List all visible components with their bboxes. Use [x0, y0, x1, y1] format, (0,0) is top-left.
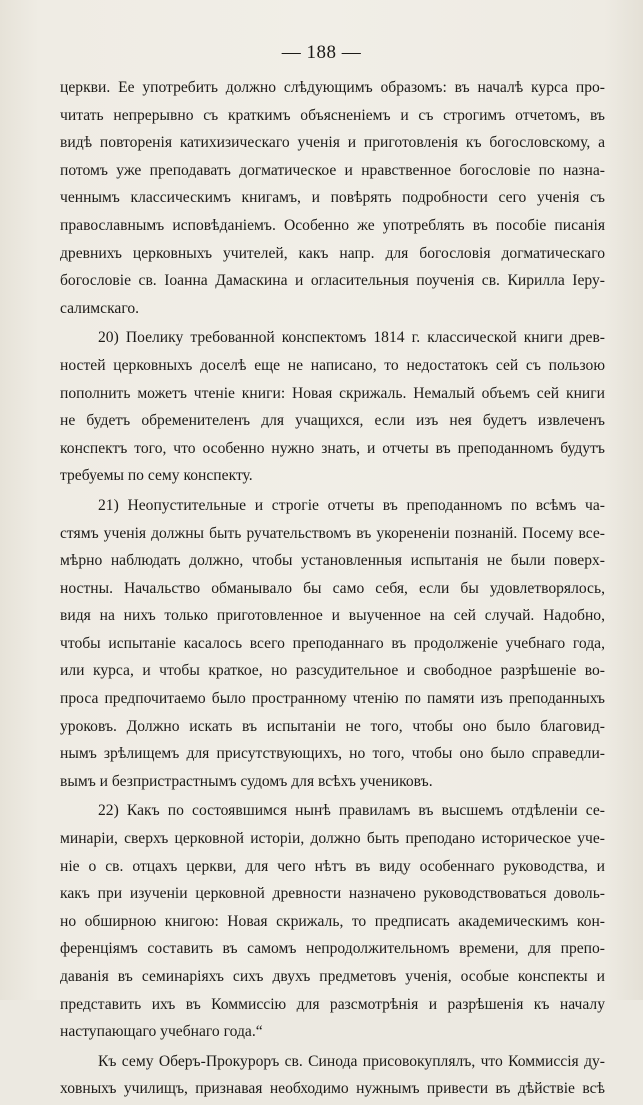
text-line: даванія въ семинаріяхъ сихъ двухъ предметовъ ученія, особые конспекты и — [60, 968, 605, 985]
text-line: какъ при изученіи церковной древности назначено руководствоваться доволь- — [60, 885, 605, 903]
text-line: древнихъ церковныхъ учителей, какъ напр. для богословія догматическаго — [60, 244, 605, 262]
text-line: минаріи, сверхъ церковной исторіи, должно быть преподано историческое уче- — [60, 830, 605, 848]
text-line: видя на нихъ только приготовленное и выученное на сей случай. Надобно, — [60, 607, 605, 625]
text-line: ченнымъ классическимъ книгамъ, и повѣрять подробности сего ученія съ — [60, 189, 605, 207]
text-line: 21) Неопустительные и строгіе отчеты въ преподанномъ по всѣмъ ча- — [98, 496, 605, 514]
text-line: ніе о св. отцахъ церкви, для чего нѣтъ въ виду особеннаго руководства, и — [60, 857, 605, 875]
text-line: требуемы по сему конспекту. — [60, 467, 253, 485]
text-line: церкви. Ее употребить должно слѣдующимъ образомъ: въ началѣ курса про- — [60, 79, 605, 96]
text-line: салимскаго. — [60, 299, 140, 317]
text-line: читать непрерывно съ краткимъ объясненіемъ и съ строгимъ отчетомъ, въ — [60, 106, 605, 124]
paragraph-5 — [60, 1048, 605, 1103]
text-line: но обширною книгою: Новая скрижаль, то предписать академическимъ кон- — [60, 912, 605, 930]
text-line: стямъ ученія должны быть ручательствомъ въ укорененіи познаній. Посему все- — [60, 524, 605, 542]
text-line: уроковъ. Должно искать въ испытаніи не того, чтобы оно было благовид- — [60, 717, 605, 735]
text-line: наступающаго учебнаго года.“ — [60, 1023, 263, 1041]
text-line: проса предпочитаемо было пространному чтенію по памяти изъ преподанныхъ — [60, 690, 605, 708]
text-line: конспектъ того, что особенно нужно знать, и отчеты въ преподанномъ будутъ — [60, 439, 605, 457]
text-line: мѣрно наблюдать должно, чтобы установленныя испытанія не были поверх- — [60, 552, 605, 570]
paragraph-3 — [60, 492, 605, 796]
text-line: 22) Какъ по состоявшимся нынѣ правиламъ въ высшемъ отдѣленіи се- — [98, 802, 605, 820]
text-line: нымъ зрѣлищемъ для присутствующихъ, но того, чтобы оно было справедли- — [60, 745, 605, 763]
paragraph-4 — [60, 797, 605, 1045]
text-line: чтобы испытаніе касалось всего преподаннаго въ продолженіе учебнаго года, — [60, 634, 605, 652]
paragraph-1 — [60, 74, 605, 322]
text-line: представить ихъ въ Коммиссію для разсмотрѣнія и разрѣшенія къ началу — [60, 995, 605, 1013]
text-line: потомъ уже преподавать догматическое и нравственное богословіе по назна- — [60, 161, 605, 179]
body-text — [60, 74, 605, 1105]
text-line: 20) Поелику требованной конспектомъ 1814 г. классической книги древ- — [98, 329, 605, 347]
text-line: богословіе св. Іоанна Дамаскина и огласительныя поученія св. Кирилла Іеру- — [60, 272, 605, 290]
text-line: ховныхъ училищъ, признавая необходимо нужнымъ привести въ дѣйствіе всѣ — [60, 1080, 605, 1098]
page-number: — 188 — — [281, 42, 362, 63]
text-line: или курса, и чтобы краткое, но разсудительное и свободное разрѣшеніе во- — [60, 662, 605, 680]
text-line: православнымъ исповѣданіемъ. Особенно же употреблять въ пособіе писанія — [60, 216, 605, 234]
text-line: Къ сему Оберъ-Прокуроръ св. Синода присовокуплялъ, что Коммиссія ду- — [98, 1052, 605, 1070]
text-line: ференціямъ составить въ самомъ непродолжительномъ времени, для препо- — [60, 940, 605, 958]
text-line: ностны. Начальство обманывало бы само себя, если бы удовлетворялось, — [60, 579, 605, 597]
text-line: видѣ повторенія катихизическаго ученія и приготовленія къ богословскому, а — [60, 134, 605, 152]
text-line: пополнить можетъ чтеніе книги: Новая скрижаль. Немалый объемъ сей книги — [60, 384, 605, 402]
paragraph-2 — [60, 324, 605, 490]
text-line: вымъ и безпристрастнымъ судомъ для всѣхъ учениковъ. — [60, 772, 433, 790]
text-line: ностей церковныхъ доселѣ еще не написано, то недостатокъ сей съ пользою — [60, 356, 605, 374]
text-line: не будетъ обременителенъ для учащихся, если изъ нея будетъ извлеченъ — [60, 412, 605, 430]
